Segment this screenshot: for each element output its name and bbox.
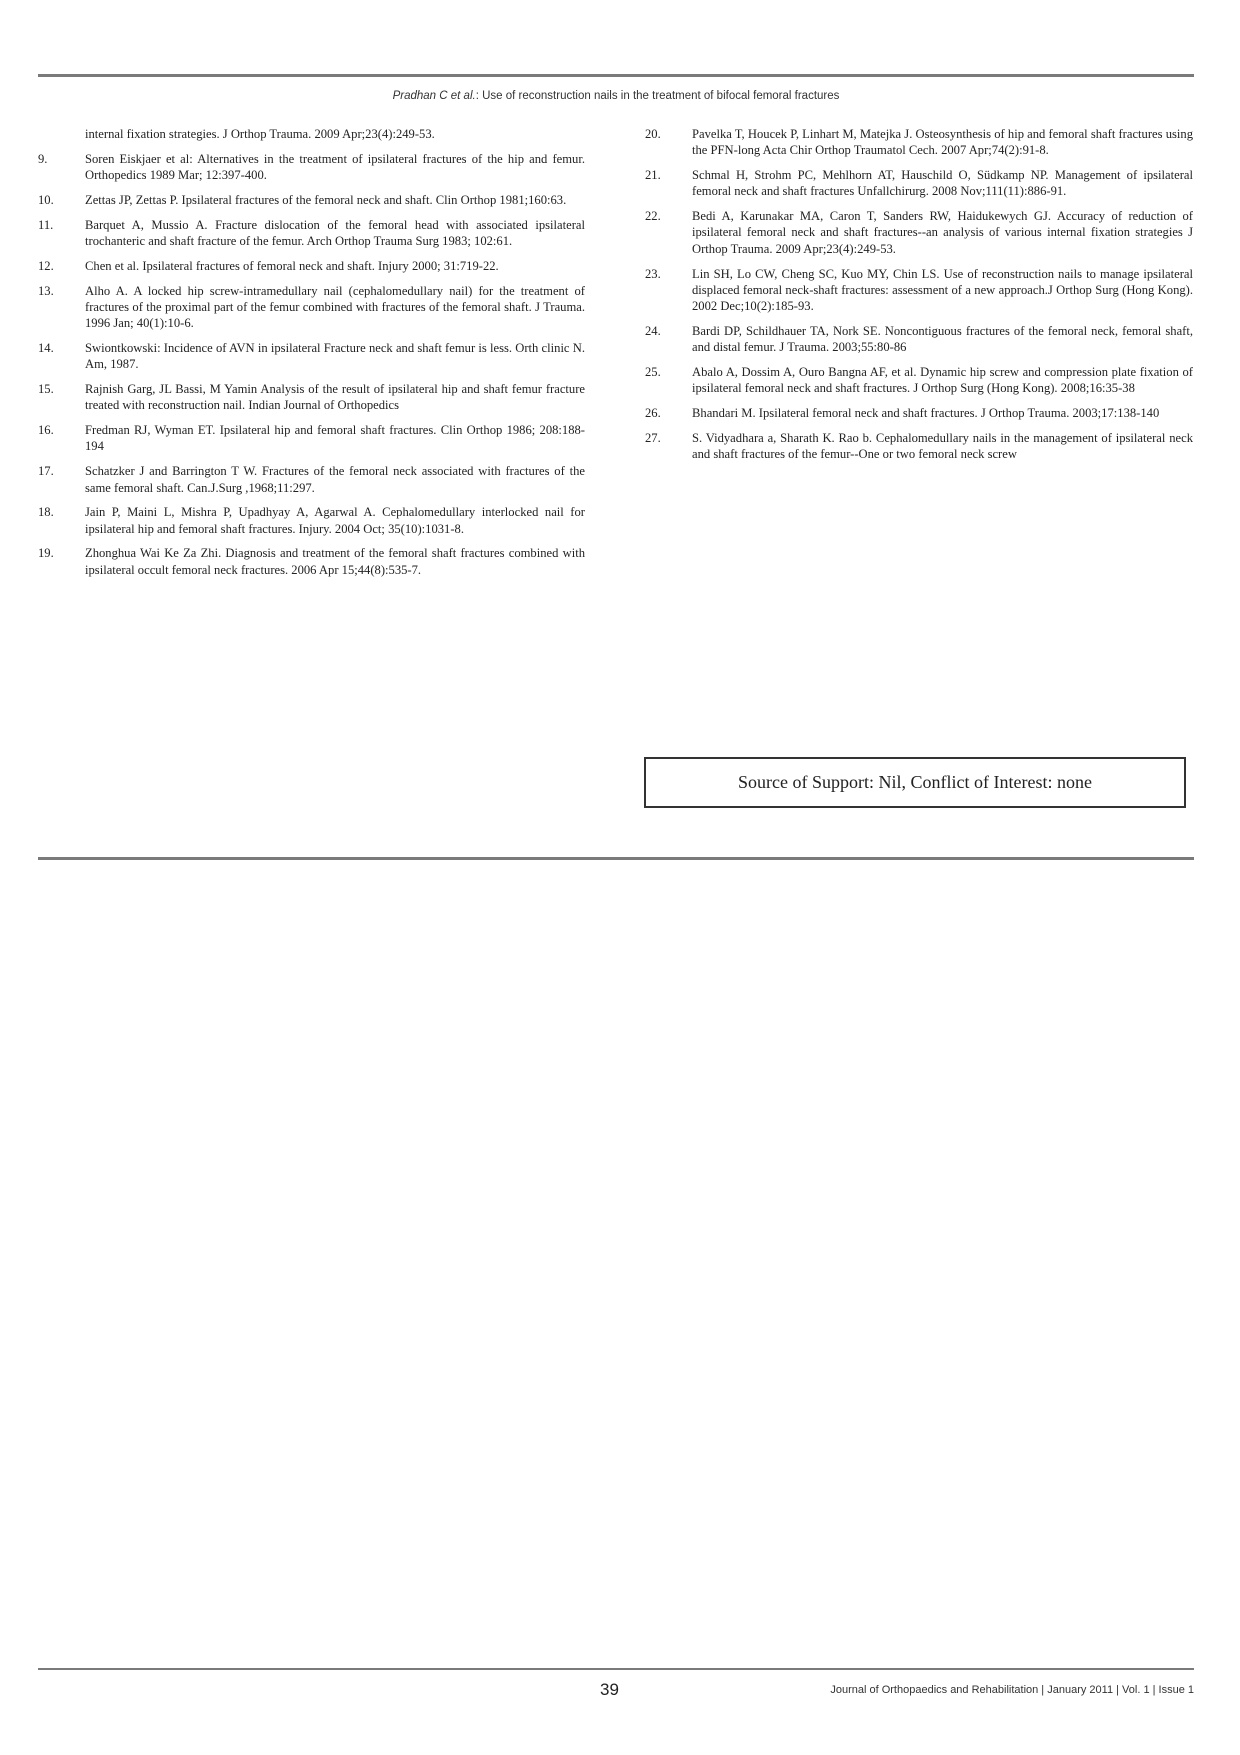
reference-item	[645, 430, 1193, 463]
reference-text: Rajnish Garg, JL Bassi, M Yamin Analysis of the result of ipsilateral hip and shaft femur fracture treated with reconstruction nail. Indian Journal of Orthopedics	[85, 382, 585, 413]
reference-text: Chen et al. Ipsilateral fractures of femoral neck and shaft. Injury 2000; 31:719-22.	[85, 258, 499, 273]
reference-text: Barquet A, Mussio A. Fracture dislocation of the femoral head with associated ipsilateral trochanteric and shaft fracture of the femur. Arch Orthop Trauma Surg 1983; 102:61.	[85, 217, 585, 248]
reference-text: internal fixation strategies. J Orthop Trauma. 2009 Apr;23(4):249-53.	[85, 127, 435, 141]
reference-text: Bhandari M. Ipsilateral femoral neck and shaft fractures. J Orthop Trauma. 2003;17:138-140	[692, 406, 1160, 421]
reference-text: Pavelka T, Houcek P, Linhart M, Matejka J. Osteosynthesis of hip and femoral shaft fractures using the PFN-long Acta Chir Orthop Traumatol Cech. 2007 Apr;74(2):91-8.	[692, 127, 1193, 158]
reference-item	[645, 126, 1193, 159]
reference-number: 9.	[38, 151, 48, 166]
reference-number: 15.	[38, 382, 54, 397]
reference-number: 23.	[645, 266, 661, 281]
page-number: 39	[600, 1680, 619, 1699]
reference-text: Alho A. A locked hip screw-intramedullary nail (cephalomedullary nail) for the treatment of fractures of the proximal part of the femur combined with fractures of the femoral shaft. J Trauma. 1996 Jan; 40(1):10-6.	[85, 283, 585, 331]
running-head-title: : Use of reconstruction nails in the treatment of bifocal femoral fractures	[475, 90, 840, 102]
reference-item	[38, 545, 585, 578]
reference-text: Schmal H, Strohm PC, Mehlhorn AT, Hauschild O, Südkamp NP. Management of ipsilateral femoral neck and shaft fractures Unfallchirurg. 2008 Nov;111(11):886-91.	[692, 168, 1193, 199]
reference-number: 13.	[38, 283, 54, 298]
reference-item	[645, 266, 1193, 315]
support-conflict-box: Source of Support: Nil, Conflict of Interest: none	[644, 757, 1186, 808]
reference-text: Bardi DP, Schildhauer TA, Nork SE. Noncontiguous fractures of the femoral neck, femoral shaft, and distal femur. J Trauma. 2003;55:80-86	[692, 323, 1193, 355]
reference-item	[38, 504, 585, 537]
reference-number: 20.	[645, 127, 661, 141]
reference-item	[645, 167, 1193, 200]
reference-item	[85, 126, 585, 142]
reference-item	[38, 381, 585, 414]
reference-number: 21.	[645, 168, 661, 183]
reference-number: 19.	[38, 546, 54, 561]
reference-number: 22.	[645, 209, 661, 224]
reference-number: 10.	[38, 192, 54, 207]
reference-item	[38, 422, 585, 455]
reference-text: Bedi A, Karunakar MA, Caron T, Sanders RW, Haidukewych GJ. Accuracy of reduction of ipsilateral femoral neck and shaft fractures--an analysis of various internal fixation strategies J Orthop Trauma. 2009 Apr;23(4):249-53.	[692, 209, 1193, 256]
reference-number: 17.	[38, 464, 54, 479]
reference-text: Zettas JP, Zettas P. Ipsilateral fractures of the femoral neck and shaft. Clin Orthop 1981;160:63.	[85, 192, 567, 207]
footer-rule	[38, 1668, 1194, 1670]
reference-item	[645, 323, 1193, 356]
section-end-rule	[38, 857, 1194, 860]
reference-number: 26.	[645, 406, 661, 421]
reference-item	[38, 217, 585, 250]
reference-text: Fredman RJ, Wyman ET. Ipsilateral hip and femoral shaft fractures. Clin Orthop 1986; 208:188-194	[85, 423, 585, 454]
reference-number: 12.	[38, 258, 54, 273]
reference-text: Swiontkowski: Incidence of AVN in ipsilateral Fracture neck and shaft femur is less. Orth clinic N. Am, 1987.	[85, 340, 585, 372]
reference-item	[645, 364, 1193, 397]
reference-item	[645, 208, 1193, 257]
reference-text: Lin SH, Lo CW, Cheng SC, Kuo MY, Chin LS. Use of reconstruction nails to manage ipsilateral displaced femoral neck-shaft fractures: assessment of a new approach.J Orthop Surg (Hong Kong). 2002 Dec;10(2):185-93.	[692, 266, 1193, 314]
reference-text: Soren Eiskjaer et al: Alternatives in the treatment of ipsilateral fractures of the hip and femur. Orthopedics 1989 Mar; 12:397-400.	[85, 151, 585, 183]
reference-item	[645, 405, 1193, 421]
reference-number: 11.	[38, 217, 54, 232]
reference-item	[38, 192, 585, 208]
reference-text: Zhonghua Wai Ke Za Zhi. Diagnosis and treatment of the femoral shaft fractures combined with ipsilateral occult femoral neck fractures. 2006 Apr 15;44(8):535-7.	[85, 546, 585, 577]
running-head-authors: Pradhan C et al.	[392, 90, 476, 102]
reference-number: 27.	[645, 430, 661, 445]
reference-text: Schatzker J and Barrington T W. Fractures of the femoral neck associated with fractures of the same femoral shaft. Can.J.Surg ,1968;11:297.	[85, 464, 585, 495]
reference-item	[38, 340, 585, 373]
references-left-column	[38, 126, 585, 587]
reference-number: 24.	[645, 323, 661, 338]
reference-text: Abalo A, Dossim A, Ouro Bangna AF, et al. Dynamic hip screw and compression plate fixation of ipsilateral femoral neck and shaft fractures. J Orthop Surg (Hong Kong). 2008;16:35-38	[692, 365, 1193, 396]
reference-item	[38, 283, 585, 332]
reference-text: S. Vidyadhara a, Sharath K. Rao b. Cephalomedullary nails in the management of ipsilateral neck and shaft fractures of the femur--One or two femoral neck screw	[692, 430, 1193, 462]
reference-item	[38, 258, 585, 274]
journal-footer: Journal of Orthopaedics and Rehabilitation | January 2011 | Vol. 1 | Issue 1	[830, 1684, 1194, 1696]
top-rule	[38, 74, 1194, 77]
reference-item	[38, 463, 585, 496]
reference-text: Jain P, Maini L, Mishra P, Upadhyay A, Agarwal A. Cephalomedullary interlocked nail for ipsilateral hip and femoral shaft fractures. Injury. 2004 Oct; 35(10):1031-8.	[85, 505, 585, 536]
reference-number: 25.	[645, 365, 661, 380]
references-right-column	[645, 126, 1193, 471]
running-head	[38, 90, 1194, 102]
reference-item	[38, 151, 585, 184]
reference-number: 16.	[38, 423, 54, 438]
reference-number: 18.	[38, 505, 54, 520]
reference-number: 14.	[38, 340, 54, 355]
